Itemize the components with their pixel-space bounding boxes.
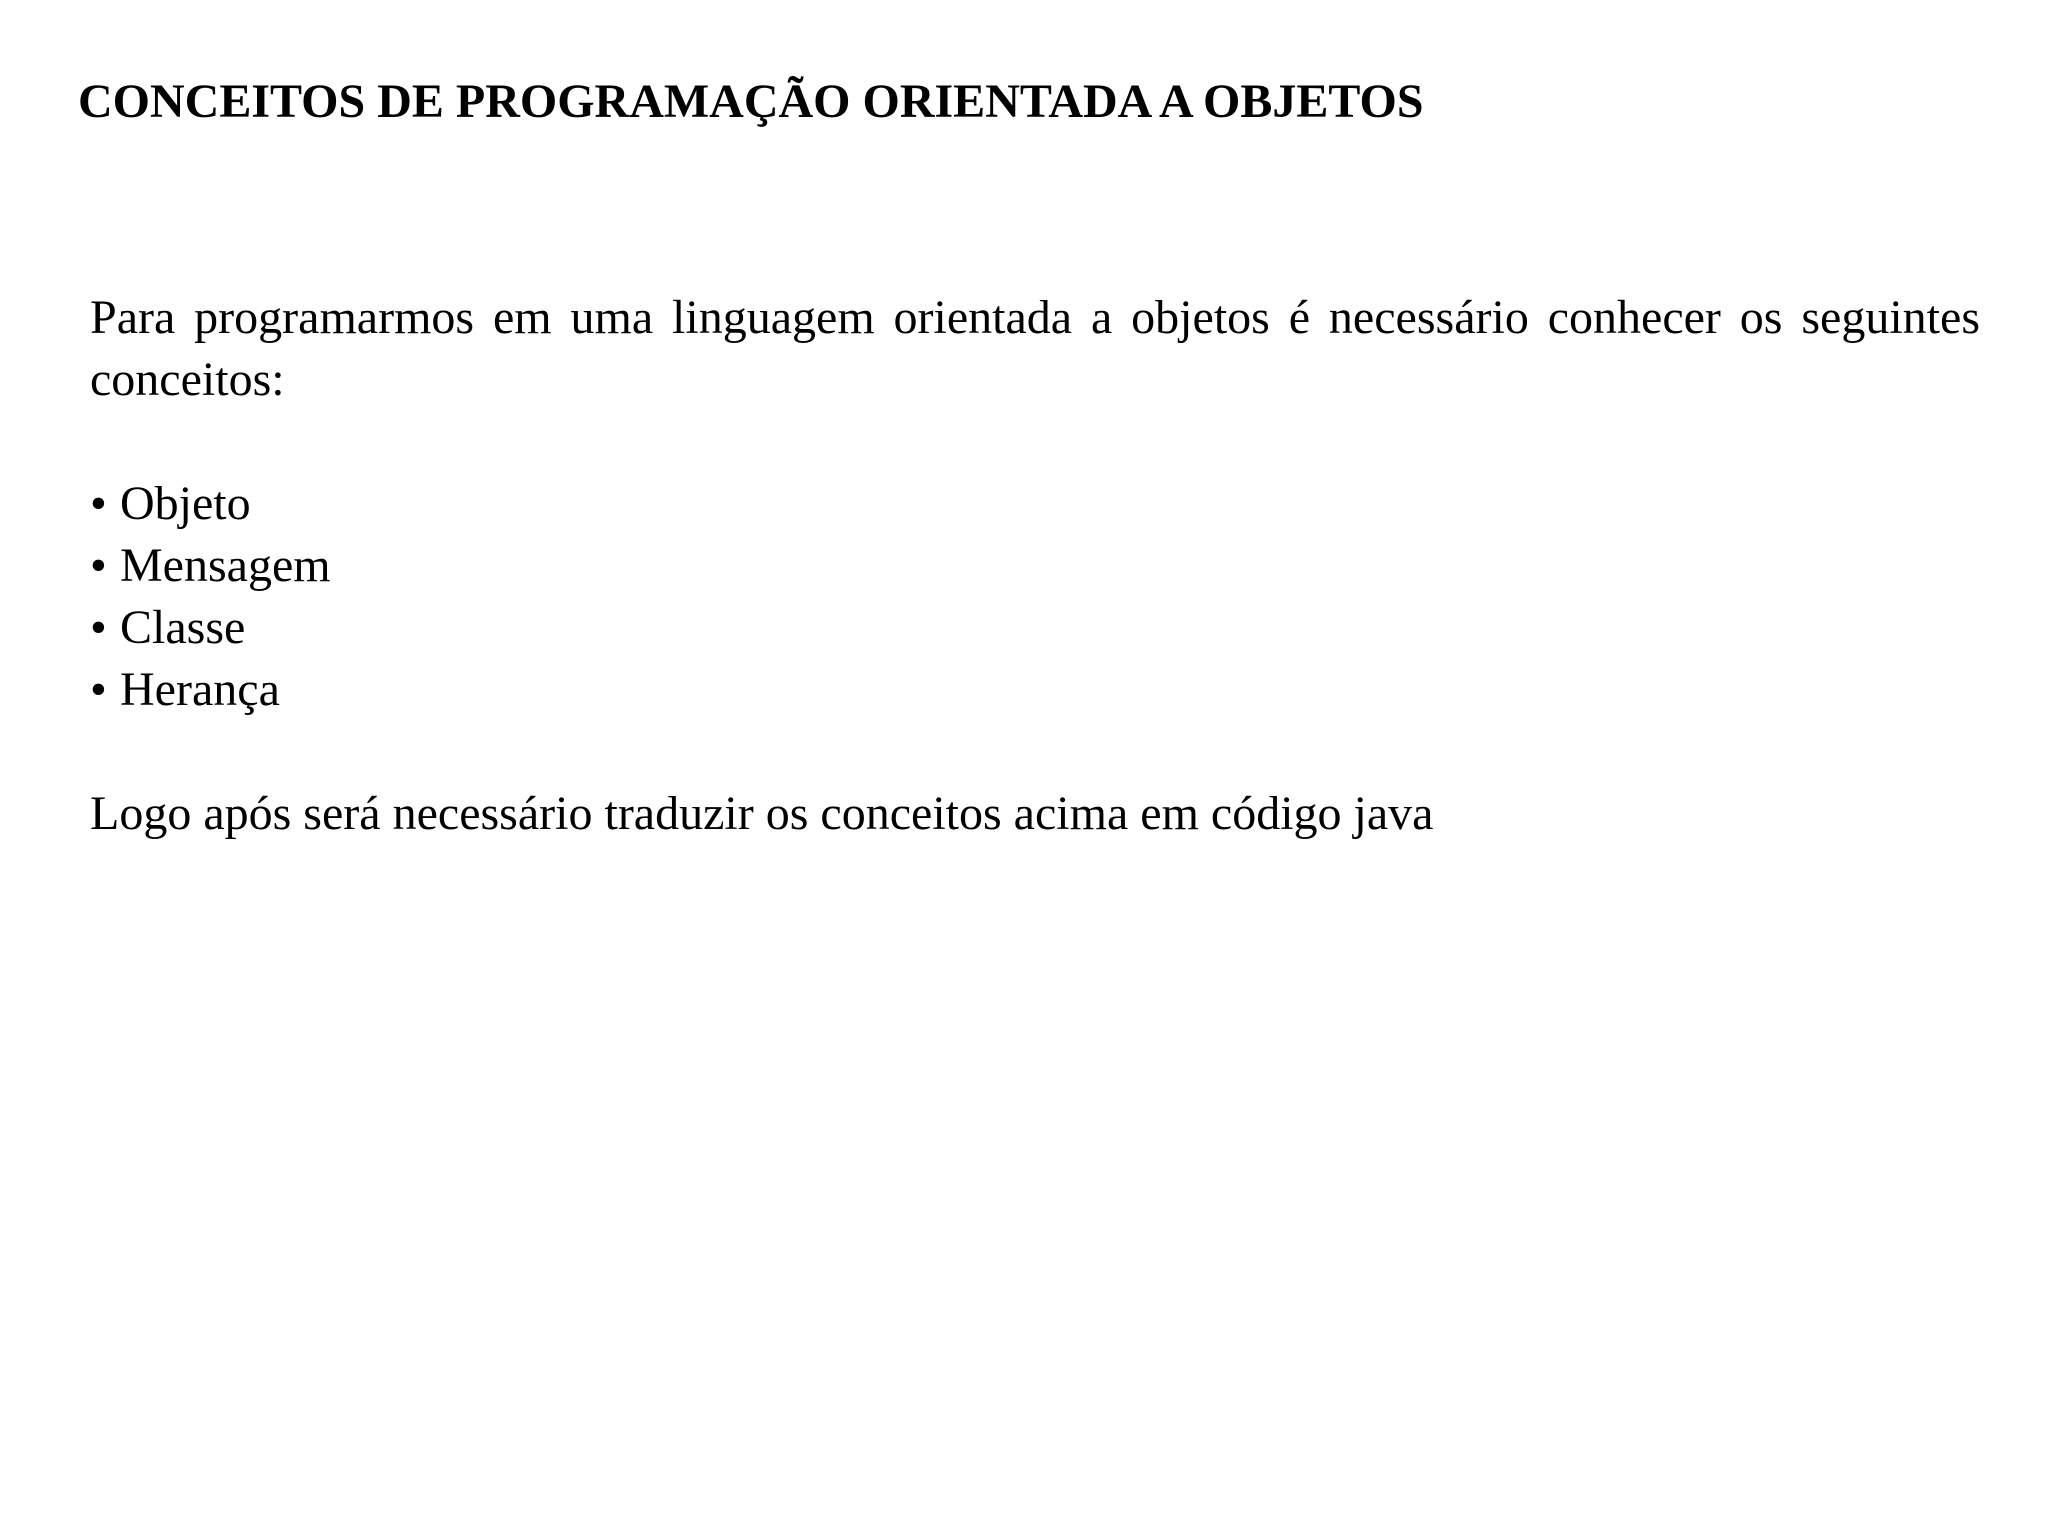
list-item xyxy=(90,659,1980,721)
concept-label: Objeto xyxy=(120,477,251,530)
bullet-icon: • xyxy=(90,477,107,530)
bullet-icon: • xyxy=(90,539,107,592)
intro-paragraph: Para programarmos em uma linguagem orientada a objetos é necessário conhecer os seguintes conceitos: xyxy=(90,291,1980,406)
slide-title: CONCEITOS DE PROGRAMAÇÃO ORIENTADA A OBJETOS xyxy=(78,75,1424,128)
concept-label: Classe xyxy=(120,601,246,654)
concept-list xyxy=(90,473,1980,721)
list-item xyxy=(90,473,1980,535)
bullet-icon: • xyxy=(90,601,107,654)
bullet-icon: • xyxy=(90,663,107,716)
concept-label: Mensagem xyxy=(120,539,331,592)
slide-body xyxy=(90,287,1980,845)
list-item xyxy=(90,597,1980,659)
concept-label: Herança xyxy=(120,663,280,716)
closing-paragraph: Logo após será necessário traduzir os conceitos acima em código java xyxy=(90,787,1434,840)
list-item xyxy=(90,535,1980,597)
